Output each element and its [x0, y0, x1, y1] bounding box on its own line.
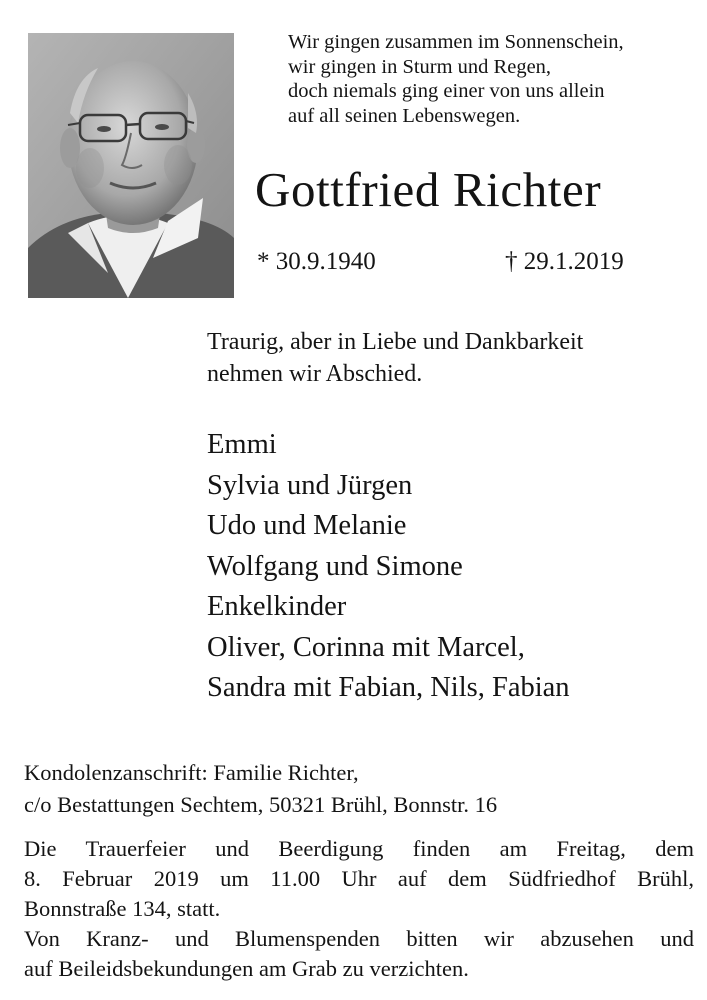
poem-line: wir gingen in Sturm und Regen, [288, 55, 552, 78]
mourners-list [207, 425, 687, 709]
mourner-entry: Sandra mit Fabian, Nils, Fabian [207, 672, 570, 703]
mourner-entry: Oliver, Corinna mit Marcel, [207, 631, 525, 663]
farewell-line: nehmen wir Abschied. [207, 361, 423, 387]
memorial-poem [288, 30, 698, 128]
ceremony-line: Die Trauerfeier und Beerdigung finden am Freitag, dem [24, 836, 694, 861]
ceremony-line: 8. Februar 2019 um 11.00 Uhr auf dem Südfriedhof Brühl, [24, 866, 694, 891]
condolence-address [24, 757, 694, 821]
mourner-entry: Emmi [207, 429, 277, 460]
poem-line: doch niemals ging einer von uns allein [288, 80, 605, 102]
poem-line: auf all seinen Lebenswegen. [288, 104, 521, 127]
birth-date: * 30.9.1940 [257, 248, 376, 275]
ceremony-info [24, 834, 694, 984]
address-line: c/o Bestattungen Sechtem, 50321 Brühl, Bonnstr. 16 [24, 792, 498, 817]
ceremony-line: Von Kranz- und Blumenspenden bitten wir abzusehen und [24, 926, 694, 951]
mourner-entry: Enkelkinder [207, 591, 347, 622]
mourner-entry: Sylvia und Jürgen [207, 469, 413, 501]
ceremony-line: auf Beileidsbekundungen am Grab zu verzichten. [24, 956, 469, 981]
address-line: Kondolenzanschrift: Familie Richter, [24, 760, 359, 785]
portrait-photo [28, 33, 234, 298]
farewell-text [207, 326, 687, 390]
ceremony-line: Bonnstraße 134, statt. [24, 896, 221, 921]
mourner-entry: Udo und Melanie [207, 510, 407, 541]
deceased-name: Gottfried Richter [255, 162, 602, 217]
farewell-line: Traurig, aber in Liebe und Dankbarkeit [207, 329, 584, 355]
portrait-image [28, 33, 234, 298]
poem-line: Wir gingen zusammen im Sonnenschein, [288, 31, 624, 53]
death-date: † 29.1.2019 [505, 248, 624, 275]
mourner-entry: Wolfgang und Simone [207, 550, 463, 582]
